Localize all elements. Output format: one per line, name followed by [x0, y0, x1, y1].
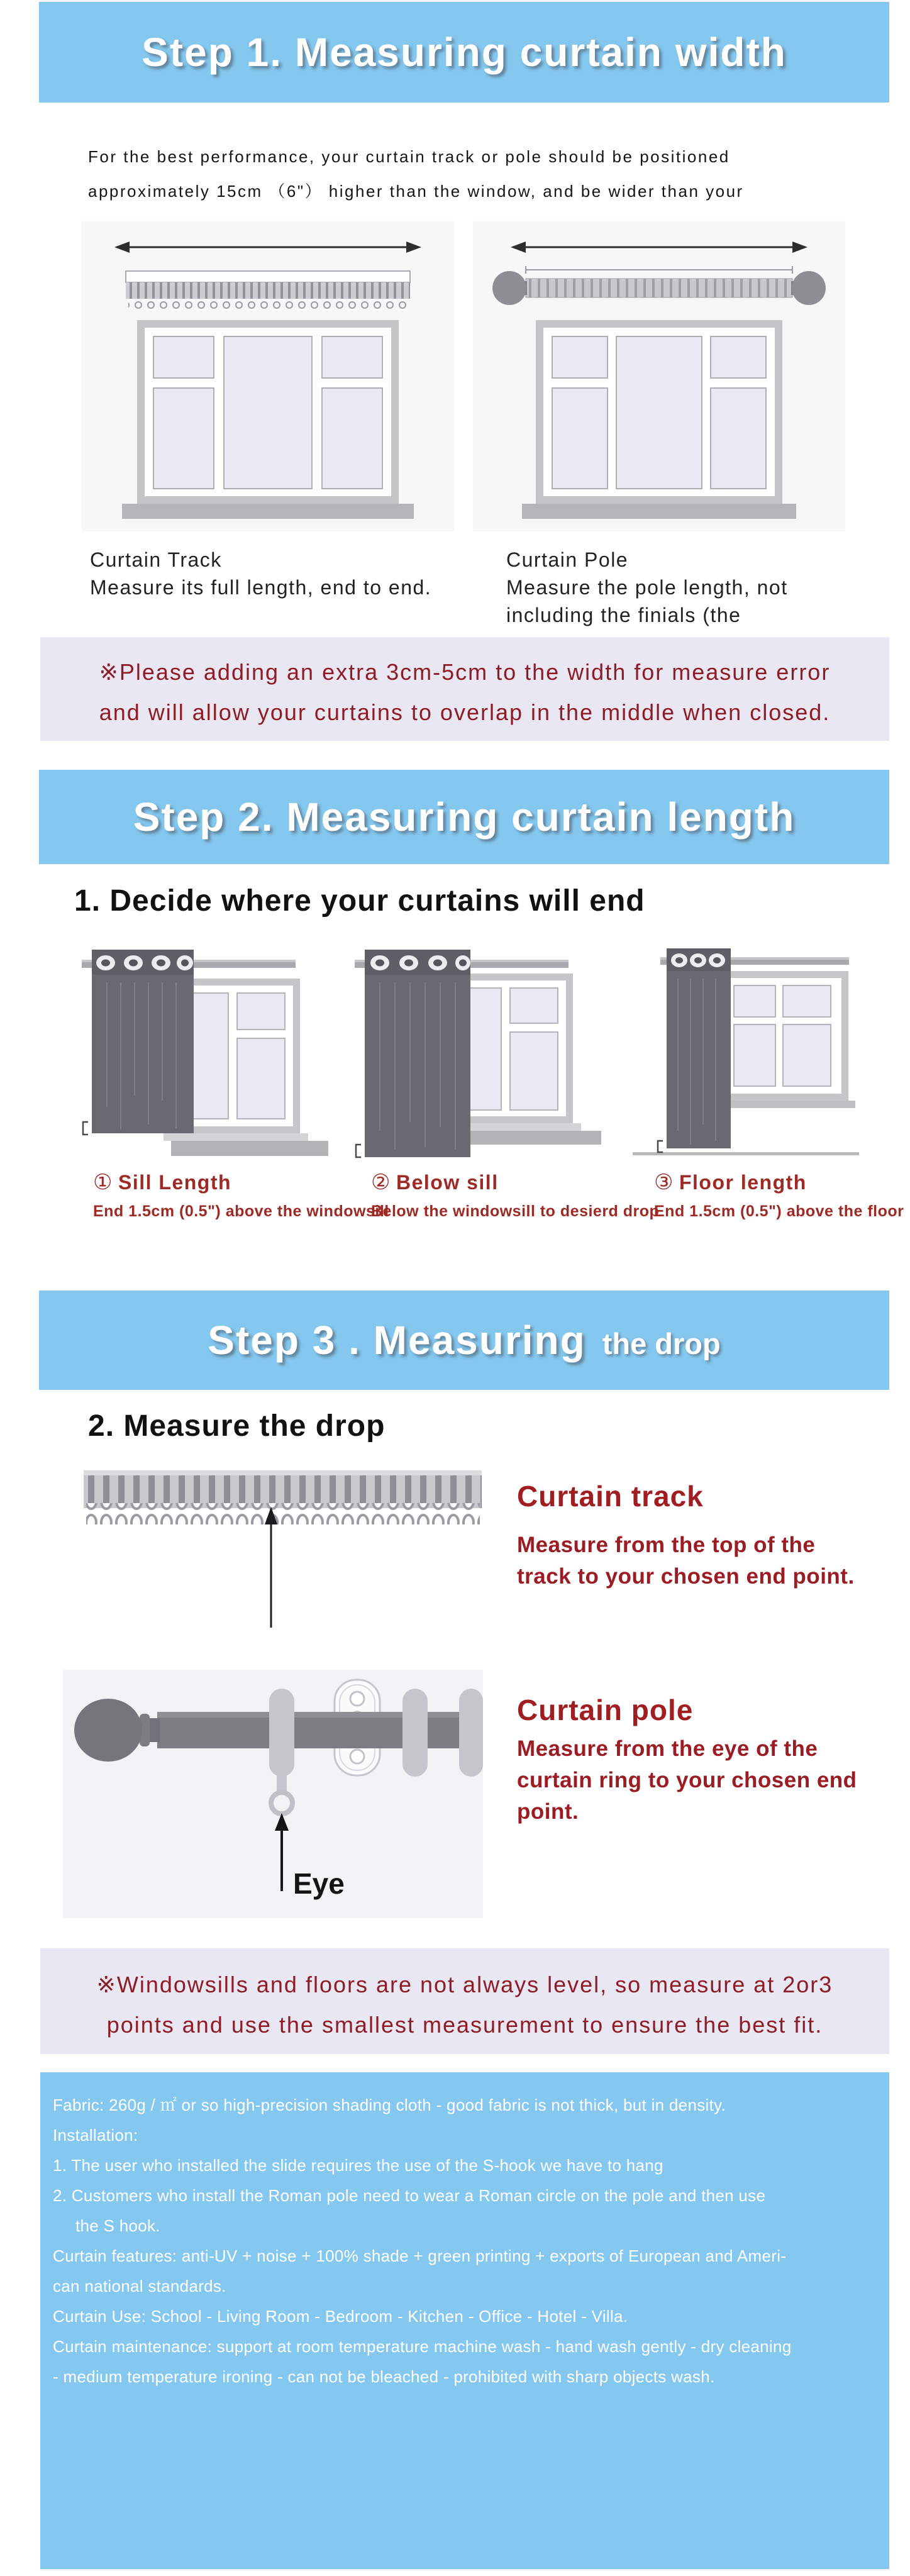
curtain-track-caption [90, 546, 431, 601]
curtain-pole-illustration-box [473, 221, 845, 531]
curtain-track-instructions: Measure from the top of the track to your chosen end point. [517, 1533, 855, 1589]
option2-description: Below the windowsill to desierd drop [371, 1202, 660, 1220]
pole-measure-line [526, 266, 792, 274]
curtain-track-heading: Curtain track [517, 1480, 704, 1513]
option2-number: ② [371, 1170, 391, 1194]
curtain-pole-instructions: Measure from the eye of the curtain ring to your chosen end point. [517, 1736, 857, 1824]
sill-length-illustration [77, 942, 328, 1163]
info-installation: Installation: [53, 2126, 138, 2145]
pole-with-finials [492, 271, 826, 305]
info-install-2: 2. Customers who install the Roman pole need to wear a Roman circle on the pole and then use [53, 2186, 766, 2205]
option3-number: ③ [654, 1170, 674, 1194]
info-install-1: 1. The user who installed the slide requires the use of the S-hook we have to hang [53, 2156, 663, 2175]
floor-line [633, 1152, 859, 1155]
track-eyelets-row [86, 1503, 480, 1524]
floor-length-diagram [633, 942, 859, 1167]
step2-subheading: 1. Decide where your curtains will end [74, 884, 645, 918]
step1-title: Step 1. Measuring curtain width [141, 30, 787, 75]
curtain-panel [667, 948, 731, 1148]
track-hooks-row [128, 300, 409, 311]
info-maintenance: Curtain maintenance: support at room temperature machine wash - hand wash gently - dry cleaning [53, 2337, 792, 2356]
window-graphic [522, 320, 796, 519]
curtain-panel [365, 950, 470, 1157]
curtain-pole-caption-line2: including the finials (the [506, 604, 741, 626]
pole-drop-diagram-box [63, 1670, 483, 1918]
info-features-2: can national standards. [53, 2277, 226, 2296]
option1-title: Sill Length [118, 1171, 232, 1194]
track-drop-diagram [84, 1470, 483, 1631]
curtain-track-window-illustration [82, 221, 454, 531]
measure-bracket-mark [658, 1141, 663, 1152]
sill-length-diagram [77, 942, 328, 1167]
curtain-track-illustration-box [82, 221, 454, 531]
info-fabric: Fabric: 260g / ㎡ or so high-precision shading cloth - good fabric is not thick, but in density. [53, 2096, 726, 2114]
curtain-panel [92, 950, 194, 1133]
floor-length-illustration [633, 942, 859, 1163]
window-graphic [712, 971, 855, 1108]
option1-description: End 1.5cm (0.5") above the windowsill [93, 1202, 389, 1220]
option-below-sill-label [371, 1170, 659, 1221]
info-install-2b: the S hook. [75, 2216, 160, 2235]
curtain-track-caption-title: Curtain Track [90, 548, 222, 571]
option-floor-length-label [654, 1170, 904, 1221]
width-measure-note-line1: ※Please adding an extra 3cm-5cm to the width for measure error [99, 659, 831, 685]
width-measure-note-line2: and will allow your curtains to overlap in the middle when closed. [99, 699, 831, 725]
info-features: Curtain features: anti-UV + noise + 100% shade + green printing + exports of European and Ameri- [53, 2246, 787, 2265]
info-maintenance-2: - medium temperature ironing - can not be bleached - prohibited with sharp objects wash. [53, 2367, 715, 2386]
step1-intro-line2: approximately 15cm （6"） higher than the window, and be wider than your [88, 182, 744, 201]
step3-title-sub: the drop [602, 1327, 721, 1360]
track-rail [126, 271, 410, 282]
curtain-track-caption-line1: Measure its full length, end to end. [90, 576, 432, 599]
eye-label: Eye [293, 1867, 345, 1900]
curtain-pole-window-illustration [473, 221, 845, 531]
drop-arrow-icon [265, 1507, 277, 1628]
window-graphic [122, 320, 414, 519]
curtain-pole-caption-line1: Measure the pole length, not [506, 576, 788, 599]
width-arrow-icon [511, 242, 807, 253]
ring-eye [271, 1792, 292, 1814]
option3-title: Floor length [679, 1171, 807, 1194]
option2-title: Below sill [396, 1171, 499, 1194]
below-sill-illustration [350, 942, 601, 1163]
curtain-pole-heading: Curtain pole [517, 1694, 694, 1726]
option3-description: End 1.5cm (0.5") above the floor [654, 1202, 904, 1220]
step2-title: Step 2. Measuring curtain length [133, 794, 796, 840]
measure-bracket-mark [356, 1145, 361, 1157]
measure-bracket-mark [83, 1122, 88, 1135]
curtain-pole-caption [506, 546, 788, 629]
step1-intro-line1: For the best performance, your curtain track or pole should be positioned [88, 147, 730, 166]
below-sill-diagram [350, 942, 601, 1167]
option-sill-length-label [93, 1170, 389, 1221]
step1-intro-paragraph [88, 140, 744, 209]
track-ribbed-band [126, 282, 410, 299]
step3-header-band [39, 1291, 889, 1390]
curtain-pole-caption-title: Curtain Pole [506, 548, 629, 571]
width-arrow-icon [114, 242, 421, 253]
level-measure-note-line1: ※Windowsills and floors are not always level, so measure at 2or3 [96, 1972, 833, 1997]
option1-number: ① [93, 1170, 113, 1194]
info-use: Curtain Use: School - Living Room - Bedroom - Kitchen - Office - Hotel - Villa. [53, 2307, 628, 2326]
width-measure-note [40, 637, 889, 741]
level-measure-note-line2: points and use the smallest measurement to ensure the best fit. [106, 2012, 823, 2038]
step3-title-main: Step 3 . Measuring [208, 1318, 586, 1363]
step3-subheading: 2. Measure the drop [88, 1409, 386, 1443]
step1-header-band [39, 2, 889, 103]
level-measure-note [40, 1948, 889, 2054]
eye-arrow-icon [275, 1813, 289, 1891]
product-info-box [40, 2072, 889, 2569]
pole-drop-illustration [63, 1670, 483, 1918]
step2-header-band [39, 770, 889, 864]
